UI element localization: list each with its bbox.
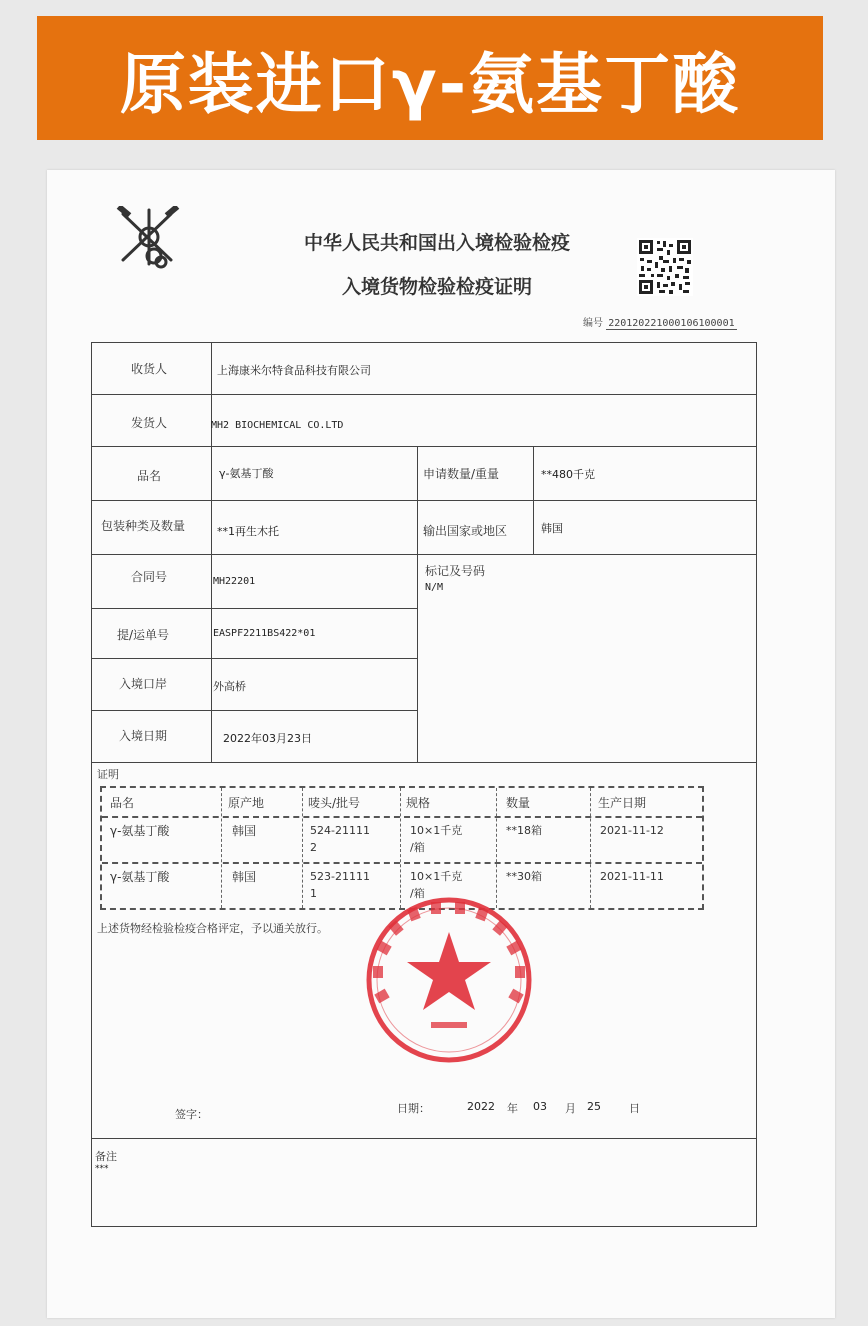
quantity-cell: **30箱 (506, 870, 542, 883)
origin-cell: 韩国 (232, 824, 257, 838)
column-header: 品名 (110, 796, 135, 810)
certificate-document (47, 170, 835, 1318)
serial-value: 220120221000106100001 (608, 318, 735, 329)
lot-line: 523-21111 (310, 870, 370, 883)
packaging-label: 包装种类及数量 (101, 519, 186, 533)
issuing-authority: 中华人民共和国出入境检验检疫 (303, 232, 570, 254)
production-date-cell: 2021-11-12 (600, 824, 664, 837)
lot-line: 2 (310, 841, 317, 854)
spec-line: /箱 (410, 841, 425, 854)
contract-label: 合同号 (131, 570, 168, 584)
entry-date-label: 入境日期 (119, 729, 168, 743)
lot-line: 1 (310, 887, 317, 900)
year-unit: 年 (507, 1102, 518, 1115)
quantity-value: **480千克 (541, 468, 595, 481)
column-header: 唛头/批号 (308, 796, 361, 810)
day-unit: 日 (629, 1102, 640, 1115)
product-name-cell: γ-氨基丁酸 (110, 870, 170, 884)
consignee-label: 收货人 (131, 362, 168, 376)
inspection-emblem-icon (109, 206, 189, 272)
column-header: 数量 (506, 796, 531, 810)
official-seal-icon (361, 892, 537, 1068)
spec-line: 10×1千克 (410, 870, 463, 883)
spec-cell (410, 822, 462, 856)
product-label: 品名 (137, 469, 162, 483)
lot-line: 524-21111 (310, 824, 370, 837)
origin-cell: 韩国 (232, 870, 257, 884)
signature-label: 签字： (175, 1108, 208, 1121)
origin-country-label: 输出国家或地区 (423, 524, 508, 538)
bill-of-lading-label: 提/运单号 (117, 628, 170, 642)
serial-number (583, 314, 737, 329)
marks-value: N/M (425, 582, 444, 593)
banner-title: 原装进口γ-氨基丁酸 (119, 45, 741, 123)
entry-date-value: 2022年03月23日 (223, 732, 312, 745)
document-title: 入境货物检验检疫证明 (341, 276, 532, 298)
remarks-value: *** (95, 1164, 109, 1174)
column-header: 规格 (406, 796, 431, 810)
banner (37, 16, 823, 140)
origin-country-value: 韩国 (541, 522, 563, 535)
marks-label: 标记及号码 (425, 564, 486, 578)
column-header: 原产地 (228, 796, 265, 810)
sign-date-label: 日期： (397, 1102, 430, 1115)
sign-month: 03 (533, 1100, 547, 1113)
column-header: 生产日期 (598, 796, 647, 810)
serial-label: 编号 (583, 318, 603, 329)
contract-value: MH22201 (213, 576, 256, 587)
qr-code-icon (637, 238, 693, 296)
product-value: γ-氨基丁酸 (219, 467, 274, 480)
sign-year: 2022 (467, 1100, 495, 1113)
clearance-statement: 上述货物经检验检疫合格评定，予以通关放行。 (97, 922, 328, 935)
product-name-cell: γ-氨基丁酸 (110, 824, 170, 838)
lot-cell (310, 822, 370, 856)
entry-port-label: 入境口岸 (119, 677, 168, 691)
remarks-label: 备注 (95, 1150, 117, 1163)
sign-day: 25 (587, 1100, 601, 1113)
consignor-value: MH2 BIOCHEMICAL CO.LTD (211, 420, 344, 431)
spec-line: 10×1千克 (410, 824, 463, 837)
consignee-value: 上海康米尔特食品科技有限公司 (217, 364, 371, 377)
quantity-cell: **18箱 (506, 824, 542, 837)
bill-of-lading-value: EASPF2211BS422*01 (213, 628, 316, 639)
packaging-value: **1再生木托 (217, 525, 279, 538)
entry-port-value: 外高桥 (213, 680, 246, 693)
proof-label: 证明 (97, 768, 119, 781)
quantity-label: 申请数量/重量 (423, 467, 500, 481)
spec-line: /箱 (410, 887, 425, 900)
production-date-cell: 2021-11-11 (600, 870, 664, 883)
month-unit: 月 (565, 1102, 576, 1115)
consignor-label: 发货人 (131, 416, 168, 430)
